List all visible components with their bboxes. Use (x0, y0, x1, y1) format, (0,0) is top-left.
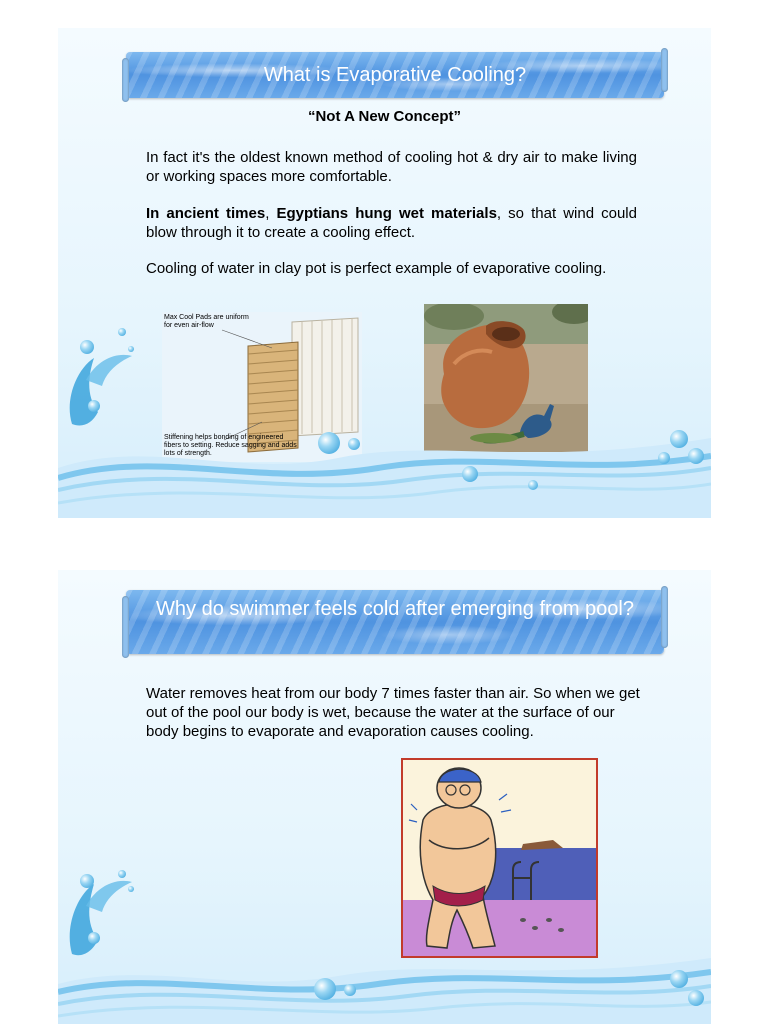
water-wave-decoration (58, 328, 711, 518)
pad-caption-bottom: Stiffening helps bonding of engineered fibers to setting. Reduce sagging and adds lots of strength. (164, 434, 297, 457)
water-drop-icon (462, 466, 478, 482)
slide-title: What is Evaporative Cooling? (263, 64, 527, 86)
slide-title-banner (126, 590, 664, 654)
slide-swimmer-cold (58, 570, 711, 1024)
water-drop-icon (118, 328, 126, 336)
text-separator: , (265, 205, 277, 222)
paragraph-oldest-method: In fact it's the oldest known method of cooling hot & dry air to make living or working spaces more comfortable. (146, 149, 637, 185)
water-drop-icon (670, 970, 688, 988)
water-drop-icon (128, 886, 134, 892)
paragraph-heat-removal: Water removes heat from our body 7 times faster than air. So when we get out of the pool our body is wet, because the water at the surface of our body begins to evaporate and evaporation causes cooling. (146, 685, 640, 740)
water-drop-icon (80, 340, 94, 354)
slide-title-banner (126, 52, 664, 98)
water-drop-icon (528, 480, 538, 490)
water-drop-icon (688, 990, 704, 1006)
slide-evaporative-cooling (58, 28, 711, 518)
water-drop-icon (88, 400, 100, 412)
paragraph-clay-pot: Cooling of water in clay pot is perfect example of evaporative cooling. (146, 260, 607, 277)
water-drop-icon (348, 438, 360, 450)
water-drop-icon (670, 430, 688, 448)
text-rest: , so that wind could blow through it to create a cooling effect. (146, 205, 637, 241)
water-drop-icon (118, 870, 126, 878)
water-drop-icon (128, 346, 134, 352)
slide-title: Why do swimmer feels cold after emerging from pool? (156, 598, 634, 620)
slide-subtitle: “Not A New Concept” (307, 108, 462, 125)
water-wave-decoration (58, 864, 711, 1024)
water-drop-icon (658, 452, 670, 464)
water-drop-icon (344, 984, 356, 996)
water-drop-icon (318, 432, 340, 454)
bold-egyptians: Egyptians hung wet materials (276, 205, 497, 222)
paragraph-ancient-egypt (146, 204, 637, 242)
water-drop-icon (688, 448, 704, 464)
bold-ancient-times: In ancient times (146, 205, 266, 222)
water-drop-icon (314, 978, 336, 1000)
water-drop-icon (80, 874, 94, 888)
pad-caption-top: Max Cool Pads are uniform for even air-flow (164, 314, 249, 329)
water-drop-icon (88, 932, 100, 944)
